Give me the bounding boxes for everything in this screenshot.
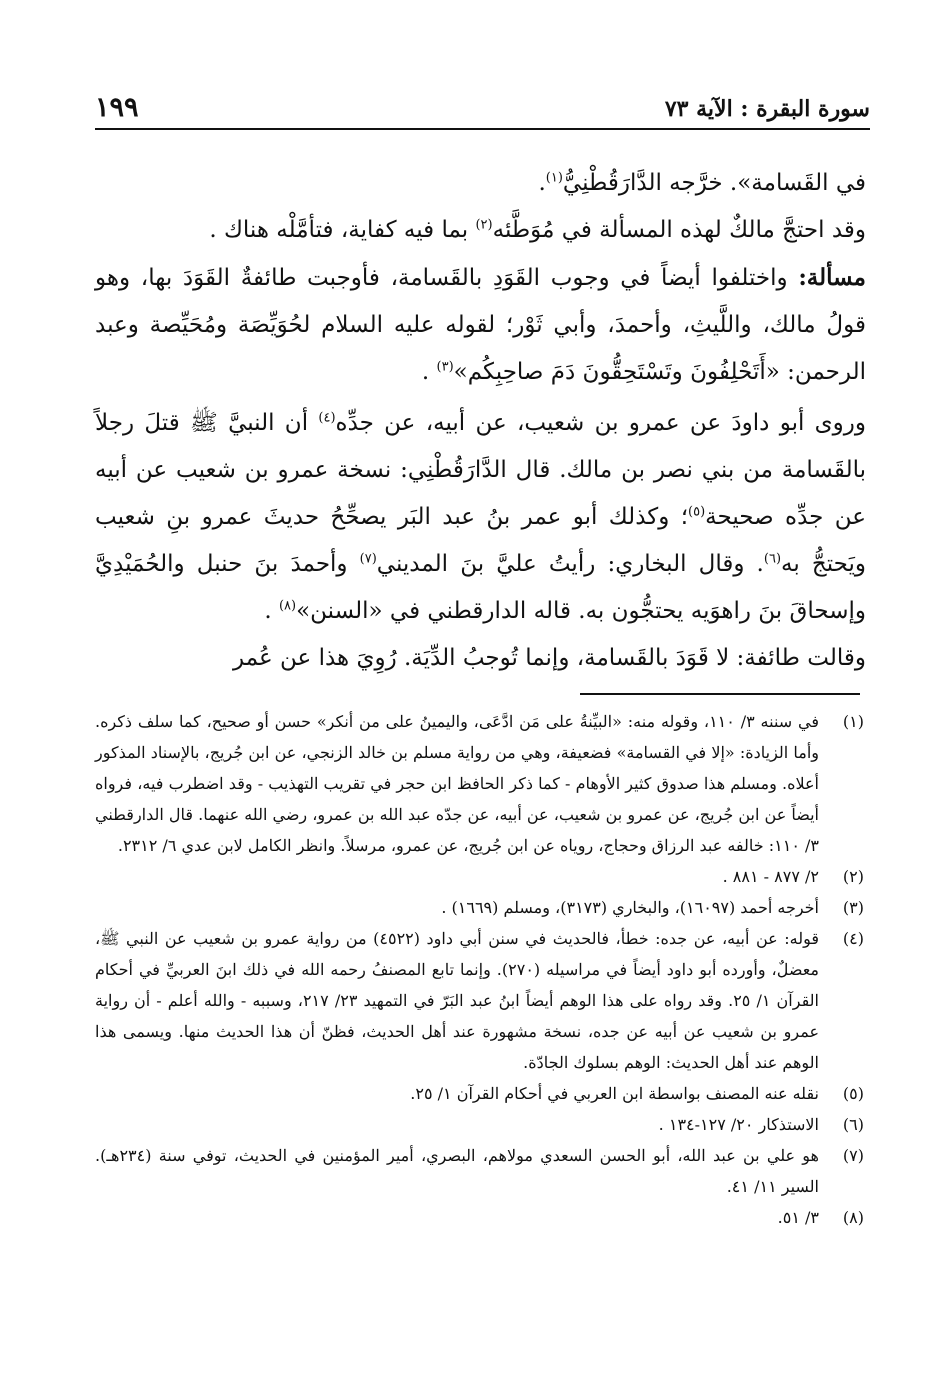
footnote-text: قوله: عن أبيه، عن جده: خطأ، فالحديث في سنن أبي داود (٤٥٢٢) من رواية عمرو بن شعيب عن النبي ﷺ، معضلٌ، وأورده أبو داود أيضاً في مراسيله (٢٧٠). وإنما تابع المصنفُ رحمه الله في ذلك ابنَ العربيِّ في أحكام القرآن ١/ ٢٥. وقد رواه على هذا الوهم أيضاً ابنُ عبد البَرّ في التمهيد ٢٣/ ٢١٧، وسببه - والله أعلم - أن رواية عمرو بن شعيب عن أبيه عن جده، نسخة مشهورة عند أهل الحديث، فظنّ أن هذا الحديث منها. ويسمى هذا الوهم عند أهل الحديث: الوهم بسلوك الجادّة. — [95, 929, 820, 1072]
paragraph-4: وروى أبو داودَ عن عمرو بن شعيب، عن أبيه، عن جدِّه$^{(٤)}$ أن النبيَّ ﷺ قتلَ رجلاً بالقَسامة من بني نصر بن مالك. قال الدَّارَقُطْنِي: نسخة عمرو بن شعيب عن أبيه عن جدِّه صحيحة$^{(٥)}$؛ وكذلك أبو عمر بنُ عبد البَر يصحِّحُ حديثَ عمرو بنِ شعيب ويَحتجُّ به$^{(٦)}$. وقال البخاري: رأيتُ عليَّ بنَ المديني$^{(٧)}$ وأحمدَ بنَ حنبل والحُمَيْدِيَّ وإسحاقَ بنَ راهوَيه يحتجُّون به. قاله الدارقطني في «السنن»$^{(٨)}$ . — [95, 410, 867, 624]
footnote-number: (٨) — [842, 1208, 864, 1227]
footnote-ref[interactable]: (٨) — [278, 598, 297, 614]
footnote-5 — [95, 1078, 864, 1109]
footnote-ref[interactable]: (٦) — [763, 551, 782, 567]
footnote-ref[interactable]: (٧) — [359, 551, 377, 567]
footnote-number: (٧) — [842, 1146, 864, 1165]
footnote-1 — [95, 706, 864, 861]
footnote-8 — [95, 1202, 864, 1233]
surah-verse-title: سورة البقرة : الآية ٧٣ — [664, 96, 870, 122]
paragraph-1: في القَسامة». خرَّجه الدَّارَقُطْنِيُّ$^{(١)}$. — [538, 170, 866, 196]
footnote-number: (٢) — [842, 867, 864, 886]
footnote-text: هو علي بن عبد الله، أبو الحسن السعدي مولاهم، البصري، أمير المؤمنين في الحديث، توفي سنة (٢٣٤هـ). السير ١١/ ٤١. — [95, 1146, 819, 1196]
paragraph-2: وقد احتجَّ مالكٌ لهذه المسألة في مُوَطَّئه$^{(٢)}$ بما فيه كفاية، فتأمَّلْه هناك . — [209, 217, 866, 243]
footnote-ref[interactable]: (٥) — [688, 504, 706, 520]
footnote-text: نقله عنه المصنف بواسطة ابن العربي في أحكام القرآن ١/ ٢٥. — [410, 1084, 819, 1103]
main-text — [95, 160, 866, 682]
footnote-text: ٣/ ٥١. — [777, 1208, 819, 1227]
footnotes — [95, 706, 864, 1233]
header-rule — [95, 128, 870, 130]
footnote-text: أخرجه أحمد (١٦٠٩٧)، والبخاري (٣١٧٣)، ومسلم (١٦٦٩) . — [441, 898, 819, 917]
footnote-number: (٣) — [842, 898, 864, 917]
paragraph-3: مسألة: واختلفوا أيضاً في وجوب القَوَدِ بالقَسامة، فأوجبت طائفةٌ القَوَدَ بها، وهو قولُ مالك، واللَّيثِ، وأحمدَ، وأبي ثَوْر؛ لقوله عليه السلام لحُوَيِّصَة ومُحَيِّصة وعبد الرحمن: «أَتَحْلِفُونَ وتَسْتَحِقُّونَ دَمَ صاحِبِكُم»$^{(٣)}$ . — [95, 264, 866, 385]
footnote-ref[interactable]: (٤) — [318, 410, 336, 426]
page-number: ١٩٩ — [95, 92, 139, 123]
footnote-ref[interactable]: (١) — [545, 170, 563, 186]
footnote-text: الاستذكار ٢٠/ ١٢٧-١٣٤ . — [658, 1115, 819, 1134]
footnote-7 — [95, 1140, 864, 1202]
footnote-3 — [95, 892, 864, 923]
footnote-separator — [580, 693, 860, 695]
footnote-number: (٥) — [842, 1084, 864, 1103]
footnote-number: (١) — [842, 712, 864, 731]
footnote-ref[interactable]: (٢) — [475, 217, 493, 233]
footnote-text: في سننه ٣/ ١١٠، وقوله منه: «البيِّنةُ على مَن ادَّعَى، واليمينُ على من أنكر» حسن أو صحيح، كما سلف ذكره. وأما الزيادة: «إلا في القسامة» فضعيفة، وهي من رواية مسلم بن خالد الزنجي، عن ابن جُريج، بالإسناد المذكور أعلاه. ومسلم هذا صدوق كثير الأوهام - كما ذكر الحافظ ابن حجر في تقريب التهذيب - وقد اضطرب فيه، فرواه أيضاً عن ابن جُريج، عن عمرو بن شعيب، عن أبيه، عن جدّه عبد الله بن عمرو، رضي الله عنهما. قال الدارقطني ٣/ ١١٠: خالفه عبد الرزاق وحجاج، روياه عن ابن جُريج، عن عمرو، مرسلاً. وانظر الكامل لابن عدي ٦/ ٢٣١٢. — [95, 712, 820, 855]
running-header — [95, 92, 870, 128]
footnote-text: ٢/ ٨٧٧ - ٨٨١ . — [722, 867, 819, 886]
footnote-ref[interactable]: (٣) — [436, 359, 454, 375]
footnote-2 — [95, 861, 864, 892]
footnote-number: (٦) — [842, 1115, 864, 1134]
footnote-4 — [95, 923, 864, 1078]
paragraph-5: وقالت طائفة: لا قَوَدَ بالقَسامة، وإنما تُوجبُ الدِّيَة. رُوِيَ هذا عن عُمر — [233, 645, 866, 671]
footnote-number: (٤) — [842, 929, 864, 948]
issue-label: مسألة: — [798, 264, 866, 291]
footnote-6 — [95, 1109, 864, 1140]
